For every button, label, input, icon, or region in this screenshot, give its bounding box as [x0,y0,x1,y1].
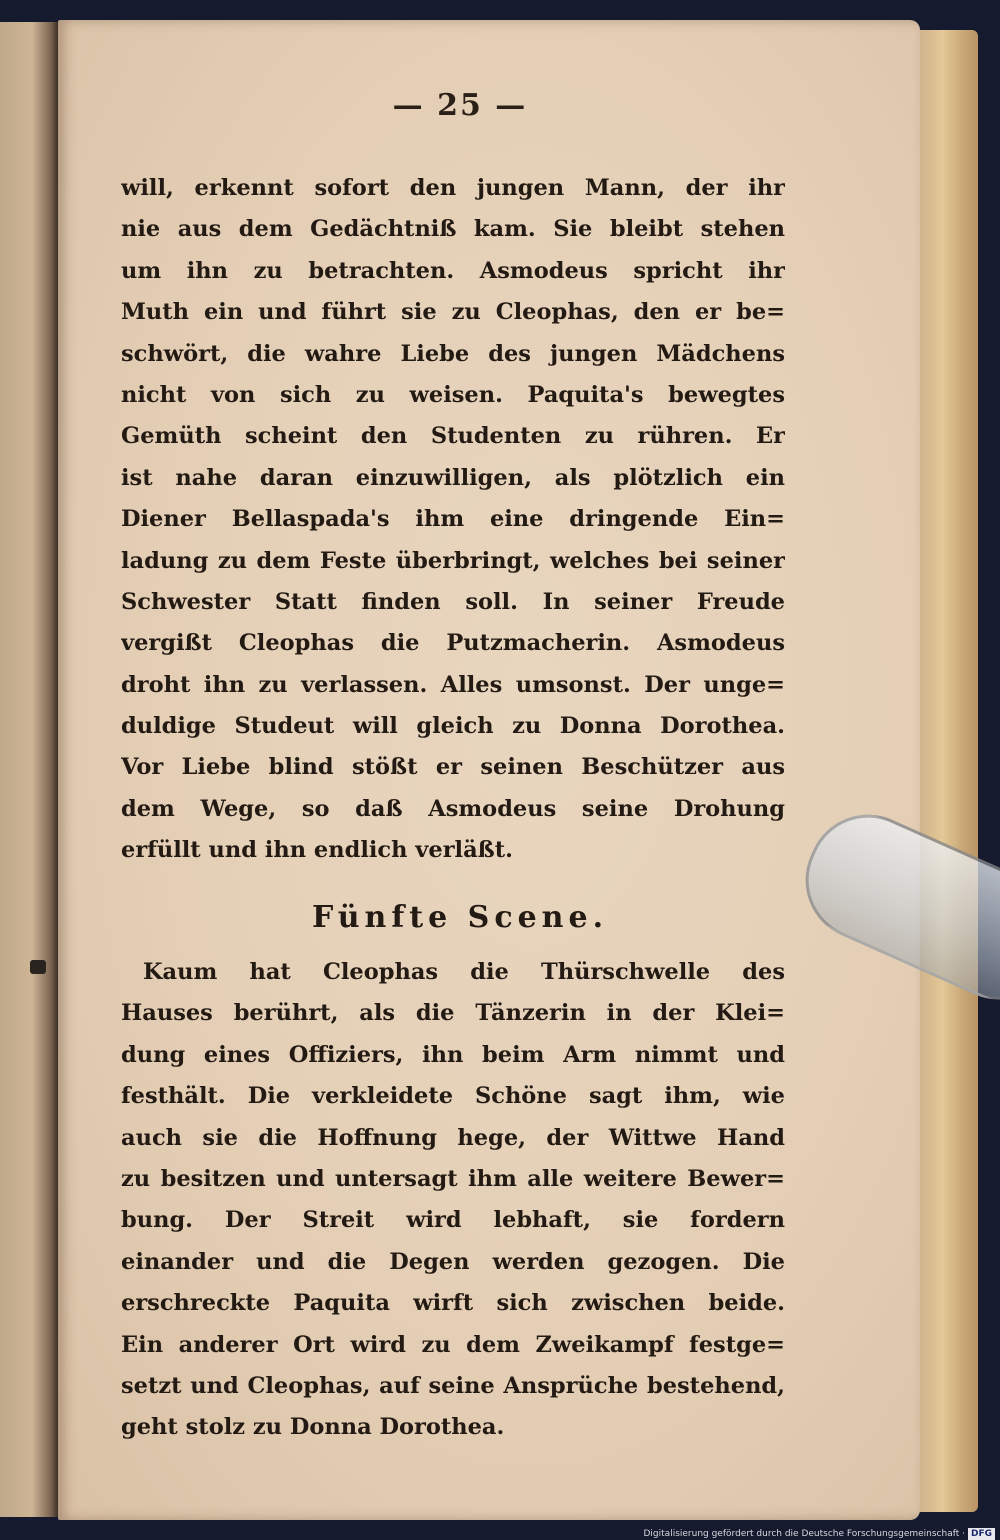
text-line: ist nahe daran einzuwilligen, als plötzlich ein [121,464,785,491]
text-line: Schwester Statt finden soll. In seiner Freude [121,588,785,615]
credit-text: Digitalisierung gefördert durch die Deutsche Forschungsgemeinschaft · [643,1529,965,1539]
scene-heading: Fünfte Scene. [311,900,609,935]
text-line: dung eines Offiziers, ihn beim Arm nimmt und [121,1041,785,1068]
text-line: nie aus dem Gedächtniß kam. Sie bleibt stehen [121,216,785,243]
text-line: zu besitzen und untersagt ihm alle weitere Bewer= [121,1165,785,1192]
dfg-logo: DFG [968,1528,995,1540]
text-line: erfüllt und ihn endlich verläßt. [121,837,513,864]
text-line: ladung zu dem Feste überbringt, welches bei seiner [121,547,785,574]
text-line: um ihn zu betrachten. Asmodeus spricht ihr [121,257,785,284]
text-line: nicht von sich zu weisen. Paquita's bewegtes [121,381,785,408]
text-line: Kaum hat Cleophas die Thürschwelle des [143,959,785,985]
text-line: will, erkennt sofort den jungen Mann, der ihr [121,175,785,201]
text-line: Hauses berührt, als die Tänzerin in der Klei= [121,1000,785,1027]
text-line: geht stolz zu Donna Dorothea. [121,1414,505,1441]
text-line: schwört, die wahre Liebe des jungen Mädchens [121,340,785,367]
text-line: Diener Bellaspada's ihm eine dringende Ein= [121,506,785,533]
text-line: erschreckte Paquita wirft sich zwischen beide. [121,1290,785,1317]
text-line: Ein anderer Ort wird zu dem Zweikampf festge= [121,1331,785,1358]
text-line: droht ihn zu verlassen. Alles umsonst. Der unge= [121,671,785,698]
text-line: Vor Liebe blind stößt er seinen Beschützer aus [121,754,785,781]
text-line: duldige Studeut will gleich zu Donna Dorothea. [121,713,785,740]
text-line: auch sie die Hoffnung hege, der Wittwe Hand [121,1124,785,1151]
paragraph-1 [121,168,785,872]
binding-stitch [30,960,46,974]
text-line: festhält. Die verkleidete Schöne sagt ihm, wie [121,1083,785,1110]
text-line: setzt und Cleophas, auf seine Ansprüche bestehend, [121,1372,785,1399]
digitization-credit [610,1528,995,1540]
paragraph-2 [121,952,785,1449]
text-line: einander und die Degen werden gezogen. Die [121,1248,785,1275]
text-line: bung. Der Streit wird lebhaft, sie fordern [121,1207,785,1234]
text-line: dem Wege, so daß Asmodeus seine Drohung [121,795,785,822]
text-line: vergißt Cleophas die Putzmacherin. Asmodeus [121,630,785,657]
left-page-edge [0,22,58,1517]
page-number: — 25 — [392,88,528,123]
text-line: Muth ein und führt sie zu Cleophas, den er be= [121,299,785,326]
text-line: Gemüth scheint den Studenten zu rühren. Er [121,423,785,450]
